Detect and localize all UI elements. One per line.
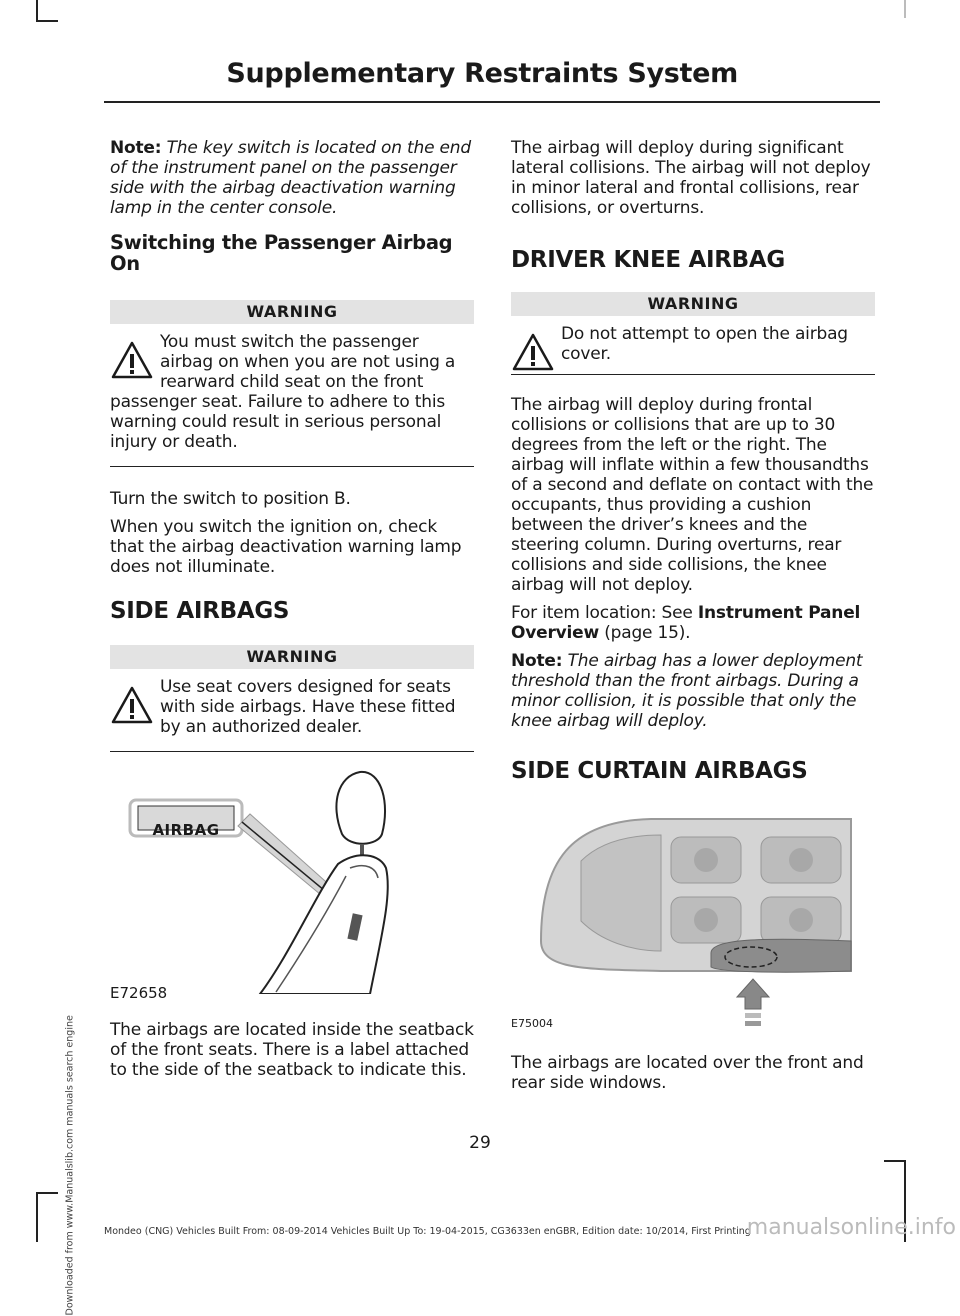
warning-triangle-icon [110,340,154,380]
note-label: Note: [110,138,162,158]
left-column [110,138,474,1088]
warning-triangle-icon [511,332,555,372]
warning-triangle-icon [110,685,154,725]
note-text: The key switch is located on the end of the instrument panel on the passenger side with the airbag deactivation warning lamp in the center console. [110,138,471,218]
right-column [511,138,875,1101]
section-heading-curtain-airbags: SIDE CURTAIN AIRBAGS [511,758,808,784]
warning-text: Do not attempt to open the airbag cover. [561,324,848,364]
paragraph-curtain-located: The airbags are located over the front and rear side windows. [511,1053,864,1093]
paragraph-deploy: The airbag will deploy during significant lateral collisions. The airbag will not deploy in minor lateral and frontal collisions, rear collisions, or overturns. [511,138,871,218]
location-suffix: (page 15). [599,623,691,643]
crop-mark [36,20,58,22]
crop-mark [904,0,906,18]
car-top-view-illustration [531,801,861,1031]
warning-header: WARNING [110,300,474,324]
watermark: manualsonline.info [746,1215,956,1240]
warning-body [511,316,875,368]
download-note: Downloaded from www.Manualslib.com manuals search engine [64,1015,76,1316]
paragraph-airbags-located: The airbags are located inside the seatback of the front seats. There is a label attached to the side of the seatback to indicate this. [110,1020,474,1080]
warning-header: WARNING [110,645,474,669]
note-paragraph [110,138,474,218]
paragraph-knee-deploy: The airbag will deploy during frontal collisions or collisions that are up to 30 degrees from the left or the right. The airbag will inflate within a few thousandths of a second and deflate on contact with the occupants, thus providing a cushion between the driver’s knees and the steering column. During overturns, rear collisions and side collisions, the knee airbag will not deploy. [511,395,874,595]
warning-text: Use seat covers designed for seats with side airbags. Have these fitted by an authorized dealer. [160,677,456,737]
footnote: Mondeo (CNG) Vehicles Built From: 08-09-2014 Vehicles Built Up To: 19-04-2015, CG3633en enGBR, Edition date: 10/2014, First Printing [104,1226,751,1237]
seat-airbag-figure [110,764,474,1014]
crop-mark [36,0,38,22]
note-text: The airbag has a lower deployment threshold than the front airbags. During a minor collision, it is possible that only the knee airbag will deploy. [511,651,863,731]
subheading-switch-on: Switching the Passenger Airbag On [110,231,453,275]
warning-text: You must switch the passenger airbag on when you are not using a rearward child seat on the front passenger seat. Failure to adhere to this warning could result in serious personal injury or death. [110,332,456,452]
note-paragraph [511,651,875,731]
page-number: 29 [469,1133,491,1153]
crop-mark [884,1160,906,1162]
crop-mark [36,1192,58,1194]
warning-body [110,324,474,452]
warning-body [110,669,474,737]
paragraph-item-location [511,603,875,643]
note-label: Note: [511,651,563,671]
airbag-tag-label: AIRBAG [152,821,220,839]
warning-header: WARNING [511,292,875,316]
seat-illustration [110,764,474,994]
crop-mark [36,1192,38,1242]
instrument-panel-link[interactable]: Instrument Panel Overview [511,603,861,643]
figure-code: E75004 [511,1017,553,1030]
section-heading-knee-airbag: DRIVER KNEE AIRBAG [511,247,785,273]
paragraph-check-lamp: When you switch the ignition on, check that the airbag deactivation warning lamp does not illuminate. [110,517,462,577]
page-title: Supplementary Restraints System [226,58,738,89]
figure-code: E72658 [110,984,168,1002]
header-rule [104,101,880,103]
section-heading-side-airbags: SIDE AIRBAGS [110,598,290,624]
car-curtain-figure [511,801,875,1053]
warning-rule [110,751,474,752]
location-prefix: For item location: See [511,603,698,623]
paragraph-turn-switch: Turn the switch to position B. [110,489,351,509]
